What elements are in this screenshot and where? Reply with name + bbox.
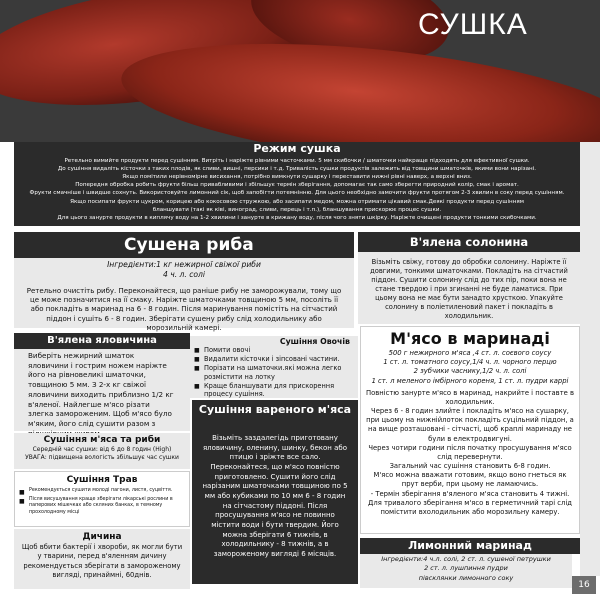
fish-body (14, 258, 354, 333)
marinated-text: Для тривалого зберігання м'ясо в герметичний тарі слід помістити вхолодильник або морозильну камеру. (368, 498, 572, 516)
fish-text: Ретельно очистіть рибу. Переконайтеся, що раніше рибу не заморожували, тому що це може позначитися на її смаку. Наріжте шматочками товщиною 5 мм, посоліть її або покладіть в маринад на 6 - 8 годин. Після маринування помістіть на сітчастий піддон і сушіть 6 - 8 годин. Зберігати сушену рибу слід холодильнику або морозильній камері. (26, 286, 342, 333)
mode-title: Режим сушка (253, 142, 341, 155)
marinated-ingredients (365, 349, 575, 386)
pork-text: Візьміть свіжу, готову до обробки солонину. Наріжте її довгими, тонкими шматочками. Покладіть на сітчастий піддон. Сушити солонину слід до тих пір, поки вона не стане твердою і при згинанні не буде ламатися. При цьому вона не має бути занадто хрусткою. Упакуйте солонину в поліетиленовий пакет і покладіть в холодильник. (358, 252, 580, 324)
veg-item: ■ Порізати на шматочки.які можна легко розмістити на лотку (194, 364, 354, 382)
boiled-title: Сушіння вареного м'яса (198, 403, 352, 416)
veg-item: ■ Краще бланшувати для прискорення процесу сушіння. (194, 382, 354, 400)
mode-line: До сушіння видаліть кісточки з таких плодів, як сливи, вишні, персики і т.д. Тривалість сушки продуктів залежить від товщини шматочків, якими вони нарізані. (57, 166, 537, 173)
fish-title-bar (14, 232, 354, 258)
game-title: Дичина (82, 532, 122, 542)
meat-fish-line: Середній час сушки: від 6 до 8 годин (High) (32, 446, 172, 453)
boiled-text: Візьміть заздалегідь приготовану яловичину, оленину, шинку, бекон або птицю і зріжте все сало. Переконайтеся, що м'ясо повністю приготовлено. Сушити його слід нарізаним шматочками товщиною по 5 мм або кубиками по 10 мм 6 - 8 годин на сітчастому піддоні. Після просушування м'ясо не повинно містити води і бути твердим. Його можна зберігати 6 тижнів, в холодильнику - 8 тижнів, а в замороженому вигляді 6 місяців. (192, 434, 358, 584)
marinated-title: М'ясо в маринаді (390, 329, 550, 348)
herbs-title: Сушіння Трав (66, 475, 138, 485)
veg-title: Сушіння Овочів (279, 337, 350, 346)
marinated-ing-line: 1 ст. л меленого імбірного кореня, 1 ст. л. пудри каррі (371, 376, 569, 385)
marinated-text: - Термін зберігання в'яленого м'яса становить 4 тижні. (370, 489, 570, 498)
mode-line: Якщо помітили нерівномірне висихання, потрібно вимкнути сушарку і переставити нижні рівні наверх, а верхні вниз. (122, 174, 472, 181)
veg-item: ■ Помити овочі (194, 346, 354, 355)
herbs-item: ■ Рекомендується сушити молоді пагони, листя, суцвіття. (19, 488, 185, 495)
marinated-ing-line: 1 ст. л. томатного соусу,1/4 ч. л. чорного перцю (383, 358, 557, 367)
mode-title-bar (14, 142, 580, 156)
page-title: СУШКА (418, 8, 528, 41)
veg-item: ■ Видалити кісточки і зіпсовані частини. (194, 355, 354, 364)
marinated-text: М'ясо можна вважати готовим, якщо воно гнеться як прут верби, при цьому не ламаючись. (373, 471, 567, 489)
side-bar (580, 142, 600, 576)
fish-title: Сушена риба (124, 235, 254, 255)
beef-title-bar (14, 333, 190, 349)
marinated-ing-line: 2 зубчики часнику,1/2 ч. л. солі (413, 367, 527, 376)
game-text: Щоб вбити бактерії і хвороби, як могли бути у тварини, перед в'яленням дичину рекомендується зберігати в замороженому вигляді, принаймні, 60днів. (21, 543, 183, 580)
header-photo (0, 0, 600, 142)
boiled-title-bar (192, 400, 358, 434)
herbs-box (14, 471, 190, 527)
lemon-title: Лимонний маринад (408, 539, 532, 552)
game-box (14, 529, 190, 589)
mode-line: Фрукти смачніше і швидше сохнуть. Використовуйте лимонний сік, щоб запобігти потемнінню. Для цього необхідно замочити фрукти протягом 2-3 хвилин в соку перед сушінням. (29, 190, 565, 197)
meat-fish-title: Сушіння м'яса та риби (43, 435, 161, 445)
beef-text: Виберіть нежирний шматок яловичини і гострим ножем наріжте його на рівновеликі шматочки, товщиною 5 мм. З 2-х кг свіжої яловичини виходить приблизно 1/2 кг в'яленої. Найлегше м'ясо різати злегка замороженим. Щоб м'ясо було м'яким, його слід сушити разом з (14, 349, 190, 431)
marinated-box (360, 326, 580, 534)
lemon-line: півсклянки лимонного соку (418, 573, 514, 582)
marinated-text: Через 6 - 8 годин злийте і покладіть м'ясо на сушарку, при цьому на нижнійлоток покладіть суцільний піддон, а на вище розташовані - сітчасті, щоб краплі маринаду не були в електродвигуні. (366, 407, 574, 443)
pork-title-bar (358, 232, 580, 252)
meat-fish-box (14, 433, 190, 469)
marinated-ing-line: 500 г нежирного м'яса ,4 ст. л. соєвого соусу (388, 349, 552, 357)
mode-line: Ретельно вимийте продукти перед сушінням. Витріть і наріжте рівними часточками. 5 мм скибочки / шматочки найкраще підходять для ефективної сушки. (64, 158, 530, 164)
lemon-line: 2 ст. л. лушпиння пудри (424, 564, 508, 573)
marinated-text: Через чотири години після початку просушування м'ясо слід перевернути. (368, 443, 572, 461)
fish-ingredients: Інгредієнти:1 кг нежирної свіжої риби (107, 260, 261, 269)
mode-line: Якщо посипати фрукти цукром, корицею або кокосовою стружкою, або засипати медом, можна отримати цікавий смак.Деякі продукти перед сушінням (70, 198, 524, 205)
mode-line: бланшувати (такі як ківі, виноград, сливи, перець і т.п.), бланшування прискорює процес сушки. (152, 206, 442, 213)
fish-ingredients: 4 ч. л. солі (162, 270, 206, 280)
marinated-text: Повністю занурте м'ясо в маринад, накрийте і поставте в холодильник. (366, 388, 574, 406)
beef-title: В'ялена яловичина (47, 335, 157, 346)
lemon-body (360, 554, 572, 588)
veg-box (190, 336, 358, 398)
mode-line: Попередня обробка робить фрукти більш привабливими і збільшує термін зберігання, допомагає так само зберегти природний колір, смак і аромат. (75, 182, 519, 189)
meat-fish-warning: УВАГА: підвищена вологість збільшує час сушки (25, 454, 179, 462)
marinated-text: Загальний час сушіння становить 6-8 годин. (389, 462, 551, 471)
mode-text (14, 156, 580, 226)
lemon-title-bar (360, 538, 580, 554)
mode-line: Для цього занурте продукти в киплячу воду на 1-2 хвилини і занурте в крижану воду, після чого зняти шкірку. Наріжте очищені продукти тонкими скибочками. (57, 214, 537, 221)
pork-title: В'ялена солонина (409, 235, 529, 249)
marinated-body (365, 389, 575, 517)
herbs-item: ■ Після висушування краще зберігати лікарські рослини в паперових мішечках або скляних банках, в темному прохолодному місці (19, 497, 185, 517)
lemon-line: Інгредієнти:4 ч.л. солі, 2 ст. л. сушеної петрушки (381, 555, 551, 563)
page-number: 16 (572, 576, 596, 594)
